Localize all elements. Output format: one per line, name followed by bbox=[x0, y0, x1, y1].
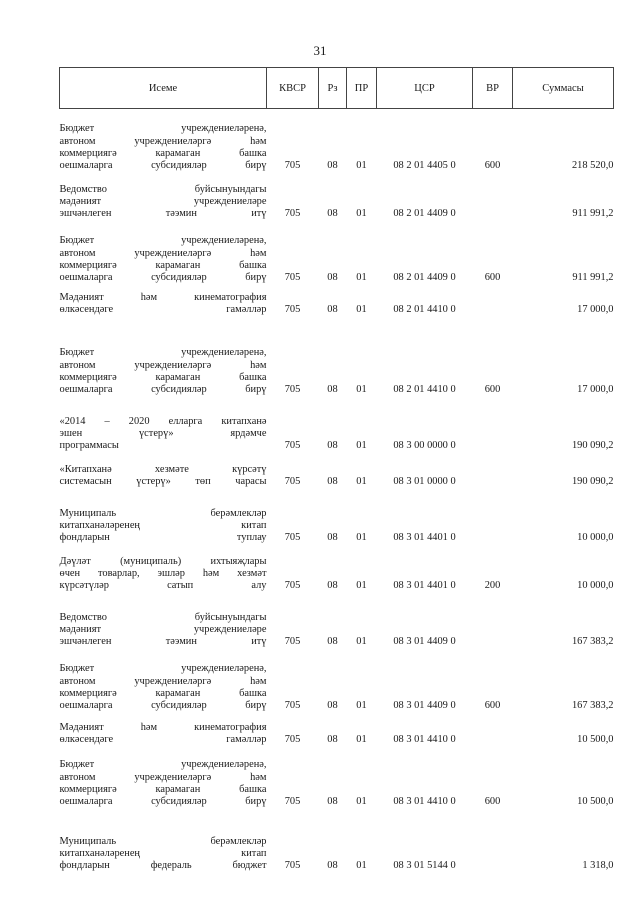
row-kvsr: 705 bbox=[284, 476, 301, 488]
row-name-line: оешмаларга субсидияләр бирү bbox=[59, 384, 267, 396]
row-name bbox=[60, 713, 267, 747]
table-row bbox=[60, 593, 614, 649]
row-pr: 01 bbox=[356, 636, 367, 648]
header-sum: Суммасы bbox=[513, 68, 614, 109]
row-kvsr: 705 bbox=[284, 208, 301, 220]
row-name bbox=[60, 453, 267, 489]
row-pr: 01 bbox=[356, 734, 367, 746]
row-vr bbox=[473, 713, 513, 747]
row-name bbox=[60, 545, 267, 593]
table-row bbox=[60, 453, 614, 489]
row-name-line: коммерциягә карамаган башка bbox=[59, 259, 267, 271]
row-kvsr: 705 bbox=[284, 440, 301, 452]
table-row bbox=[60, 747, 614, 809]
header-vr: ВР bbox=[473, 68, 513, 109]
row-rz: 08 bbox=[327, 304, 338, 316]
row-vr bbox=[473, 593, 513, 649]
row-name-line: программасы bbox=[59, 440, 119, 452]
row-csr: 08 3 00 0000 0 bbox=[393, 440, 456, 452]
row-name-line: системасын үстерү» төп чарасы bbox=[59, 476, 267, 488]
row-csr: 08 3 01 0000 0 bbox=[393, 476, 456, 488]
row-rz: 08 bbox=[327, 160, 338, 172]
row-name bbox=[60, 649, 267, 713]
row-csr: 08 3 01 4410 0 bbox=[393, 734, 456, 746]
row-name-line: китапханәләренең китап bbox=[59, 847, 267, 859]
table-row bbox=[60, 809, 614, 873]
row-pr: 01 bbox=[356, 272, 367, 284]
row-name-line: мәдәният учреждениеләре bbox=[59, 195, 267, 207]
row-sum: 911 991,2 bbox=[572, 208, 614, 220]
row-name-line: оешмаларга субсидияләр бирү bbox=[59, 796, 267, 808]
table-row bbox=[60, 173, 614, 221]
row-sum: 10 000,0 bbox=[577, 580, 614, 592]
row-sum: 167 383,2 bbox=[571, 700, 614, 712]
row-kvsr: 705 bbox=[284, 860, 301, 872]
page-number: 31 bbox=[313, 43, 327, 58]
row-vr bbox=[473, 489, 513, 545]
table-row bbox=[60, 545, 614, 593]
row-name-line: коммерциягә карамаган башка bbox=[59, 371, 267, 383]
row-name-line: автоном учреждениеләргә һәм bbox=[59, 675, 267, 687]
table-row bbox=[60, 489, 614, 545]
row-rz: 08 bbox=[327, 208, 338, 220]
row-vr: 600 bbox=[484, 796, 501, 808]
row-sum: 218 520,0 bbox=[571, 160, 614, 172]
row-sum: 10 000,0 bbox=[577, 532, 614, 544]
row-name-line: өлкәсендәге гамәлләр bbox=[59, 734, 267, 746]
row-name bbox=[60, 109, 267, 173]
row-name-line: Ведомство буйсынуындагы bbox=[59, 611, 267, 623]
row-name-line: Бюджет учреждениеләренә, bbox=[59, 663, 267, 675]
row-rz: 08 bbox=[327, 734, 338, 746]
budget-table bbox=[59, 67, 614, 873]
row-rz: 08 bbox=[327, 384, 338, 396]
row-name-line: өчен товарлар, эшләр һәм хезмәт bbox=[59, 567, 267, 579]
row-csr: 08 3 01 4409 0 bbox=[393, 700, 456, 712]
row-csr: 08 3 01 4401 0 bbox=[393, 532, 456, 544]
header-csr: ЦСР bbox=[377, 68, 473, 109]
row-csr: 08 2 01 4409 0 bbox=[393, 272, 456, 284]
row-name-line: автоном учреждениеләргә һәм bbox=[59, 359, 267, 371]
row-csr: 08 2 01 4410 0 bbox=[393, 304, 456, 316]
row-name-line: автоном учреждениеләргә һәм bbox=[59, 771, 267, 783]
row-rz: 08 bbox=[327, 440, 338, 452]
row-name bbox=[60, 593, 267, 649]
row-rz: 08 bbox=[327, 532, 338, 544]
row-name-line: фондларын федераль бюджет bbox=[59, 860, 267, 872]
row-name-line: китапханәләренең китап bbox=[59, 519, 267, 531]
row-sum: 17 000,0 bbox=[577, 304, 614, 316]
row-sum: 167 383,2 bbox=[571, 636, 614, 648]
row-name-line: Бюджет учреждениеләренә, bbox=[59, 235, 267, 247]
row-pr: 01 bbox=[356, 208, 367, 220]
row-pr: 01 bbox=[356, 384, 367, 396]
row-name-line: Бюджет учреждениеләренә, bbox=[59, 759, 267, 771]
table-row bbox=[60, 285, 614, 317]
row-name-line: Мәдәният һәм кинематография bbox=[59, 291, 267, 303]
row-vr: 600 bbox=[484, 160, 501, 172]
row-rz: 08 bbox=[327, 700, 338, 712]
row-vr: 200 bbox=[484, 580, 501, 592]
row-kvsr: 705 bbox=[284, 700, 301, 712]
row-csr: 08 3 01 4401 0 bbox=[393, 580, 456, 592]
row-csr: 08 3 01 5144 0 bbox=[393, 860, 456, 872]
row-vr: 600 bbox=[484, 700, 501, 712]
row-name-line: коммерциягә карамаган башка bbox=[59, 687, 267, 699]
row-name-line: мәдәният учреждениеләре bbox=[59, 623, 267, 635]
row-name-line: Ведомство буйсынуындагы bbox=[59, 183, 267, 195]
row-csr: 08 2 01 4410 0 bbox=[393, 384, 456, 396]
row-rz: 08 bbox=[327, 476, 338, 488]
row-name-line: Муниципаль берәмлекләр bbox=[59, 835, 267, 847]
table-row bbox=[60, 649, 614, 713]
row-sum: 190 090,2 bbox=[571, 440, 614, 452]
row-sum: 10 500,0 bbox=[577, 734, 614, 746]
row-name bbox=[60, 285, 267, 317]
row-name-line: Дәүләт (муниципаль) ихтыяҗлары bbox=[59, 555, 267, 567]
table-row bbox=[60, 397, 614, 453]
header-pr: ПР bbox=[347, 68, 377, 109]
row-name-line: өлкәсендәге гамәлләр bbox=[59, 304, 267, 316]
header-rz: Рз bbox=[319, 68, 347, 109]
row-vr: 600 bbox=[484, 272, 501, 284]
row-name bbox=[60, 397, 267, 453]
header-kvsr: КВСР bbox=[267, 68, 319, 109]
row-pr: 01 bbox=[356, 476, 367, 488]
row-name-line: автоном учреждениеләргә һәм bbox=[59, 247, 267, 259]
row-csr: 08 3 01 4409 0 bbox=[393, 636, 456, 648]
row-name-line: эшчәнлеген тәэмин итү bbox=[59, 208, 267, 220]
row-vr bbox=[473, 453, 513, 489]
row-name-line: фондларын туплау bbox=[59, 532, 267, 544]
row-name-line: күрсәтүләр сатып алу bbox=[59, 580, 267, 592]
row-kvsr: 705 bbox=[284, 304, 301, 316]
row-csr: 08 2 01 4405 0 bbox=[393, 160, 456, 172]
row-name-line: Мәдәният һәм кинематография bbox=[59, 721, 267, 733]
row-kvsr: 705 bbox=[284, 580, 301, 592]
row-pr: 01 bbox=[356, 532, 367, 544]
row-name-line: коммерциягә карамаган башка bbox=[59, 783, 267, 795]
table-row bbox=[60, 221, 614, 285]
table-header-row bbox=[60, 68, 614, 109]
row-kvsr: 705 bbox=[284, 796, 301, 808]
table-body bbox=[60, 109, 614, 873]
row-vr bbox=[473, 809, 513, 873]
row-sum: 190 090,2 bbox=[571, 476, 614, 488]
row-rz: 08 bbox=[327, 580, 338, 592]
row-sum: 911 991,2 bbox=[572, 272, 614, 284]
header-name: Исеме bbox=[60, 68, 267, 109]
row-name-line: оешмаларга субсидияләр бирү bbox=[59, 700, 267, 712]
row-sum: 10 500,0 bbox=[577, 796, 614, 808]
row-name bbox=[60, 809, 267, 873]
row-rz: 08 bbox=[327, 796, 338, 808]
row-pr: 01 bbox=[356, 860, 367, 872]
row-kvsr: 705 bbox=[284, 384, 301, 396]
row-vr: 600 bbox=[484, 384, 501, 396]
row-name-line: Бюджет учреждениеләренә, bbox=[59, 347, 267, 359]
row-sum: 17 000,0 bbox=[577, 384, 614, 396]
row-name-line: оешмаларга субсидияләр бирү bbox=[59, 160, 267, 172]
row-name-line: автоном учреждениеләргә һәм bbox=[59, 135, 267, 147]
row-pr: 01 bbox=[356, 700, 367, 712]
row-pr: 01 bbox=[356, 160, 367, 172]
row-vr bbox=[473, 397, 513, 453]
row-name-line: «2014 – 2020 елларга китапханә bbox=[59, 415, 267, 427]
row-kvsr: 705 bbox=[284, 734, 301, 746]
row-kvsr: 705 bbox=[284, 272, 301, 284]
table-row bbox=[60, 713, 614, 747]
row-rz: 08 bbox=[327, 636, 338, 648]
row-name-line: коммерциягә карамаган башка bbox=[59, 147, 267, 159]
table-row bbox=[60, 109, 614, 173]
row-name bbox=[60, 489, 267, 545]
row-vr bbox=[473, 285, 513, 317]
row-name bbox=[60, 747, 267, 809]
row-kvsr: 705 bbox=[284, 636, 301, 648]
row-csr: 08 3 01 4410 0 bbox=[393, 796, 456, 808]
row-pr: 01 bbox=[356, 440, 367, 452]
row-name-line: Бюджет учреждениеләренә, bbox=[59, 123, 267, 135]
row-vr bbox=[473, 173, 513, 221]
row-name-line: Муниципаль берәмлекләр bbox=[59, 507, 267, 519]
table-row bbox=[60, 317, 614, 397]
row-name-line: оешмаларга субсидияләр бирү bbox=[59, 272, 267, 284]
row-kvsr: 705 bbox=[284, 532, 301, 544]
row-sum: 1 318,0 bbox=[582, 860, 614, 872]
row-pr: 01 bbox=[356, 796, 367, 808]
row-pr: 01 bbox=[356, 580, 367, 592]
row-kvsr: 705 bbox=[284, 160, 301, 172]
row-pr: 01 bbox=[356, 304, 367, 316]
row-name bbox=[60, 317, 267, 397]
row-name bbox=[60, 221, 267, 285]
row-rz: 08 bbox=[327, 272, 338, 284]
row-name bbox=[60, 173, 267, 221]
row-name-line: эшен үстерү» ярдәмче bbox=[59, 427, 267, 439]
row-name-line: «Китапханә хезмәте күрсәтү bbox=[59, 463, 267, 475]
row-rz: 08 bbox=[327, 860, 338, 872]
row-name-line: эшчәнлеген тәэмин итү bbox=[59, 636, 267, 648]
row-csr: 08 2 01 4409 0 bbox=[393, 208, 456, 220]
